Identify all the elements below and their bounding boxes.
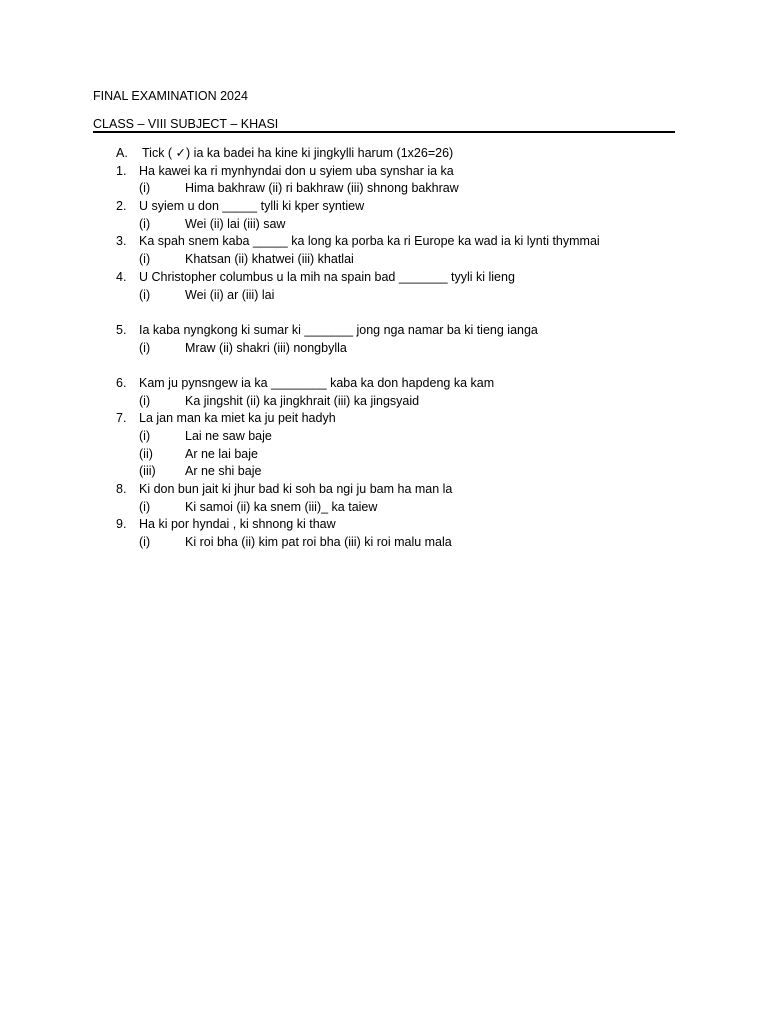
question-4-options: [93, 287, 693, 305]
option-text: Ki samoi (ii) ka snem (iii)_ ka taiew: [185, 499, 378, 514]
question-3-options: [93, 251, 693, 269]
question-7-option-i: [93, 428, 693, 446]
question-number: 7.: [116, 411, 127, 426]
question-2-options: [93, 216, 693, 234]
spacer: [93, 304, 693, 322]
question-5: [93, 322, 693, 340]
question-number: 9.: [116, 517, 127, 532]
option-text: Ar ne lai baje: [185, 446, 258, 461]
question-3: [93, 233, 693, 251]
option-label: (ii): [139, 446, 153, 461]
option-label: (i): [139, 287, 151, 302]
question-text: Ka spah snem kaba _____ ka long ka porba ka ri Europe ka wad ia ki lynti thymmai: [139, 234, 600, 249]
question-6: [93, 375, 693, 393]
option-label: (i): [139, 216, 151, 231]
option-label: (i): [139, 429, 151, 443]
class-subject-line: CLASS – VIII SUBJECT – KHASI: [93, 117, 279, 131]
question-8: [93, 481, 693, 499]
question-1-options: [93, 180, 693, 198]
exam-title: FINAL EXAMINATION 2024: [93, 89, 248, 103]
option-text: Hima bakhraw (ii) ri bakhraw (iii) shnong bakhraw: [185, 181, 459, 196]
question-7-option-iii: [93, 463, 693, 481]
question-text: Ha kawei ka ri mynhyndai don u syiem uba synshar ia ka: [139, 163, 454, 178]
question-number: 4.: [116, 269, 127, 284]
option-label: (iii): [139, 464, 156, 479]
option-text: Ar ne shi baje: [185, 464, 262, 479]
question-6-options: [93, 393, 693, 411]
option-label: (i): [139, 340, 151, 355]
question-list: [93, 145, 693, 552]
spacer: [93, 357, 693, 375]
question-9-options: [93, 534, 693, 552]
option-text: Ka jingshit (ii) ka jingkhrait (iii) ka jingsyaid: [185, 393, 420, 408]
question-number: 5.: [116, 322, 127, 337]
option-label: (i): [139, 252, 151, 267]
header-divider: [93, 131, 675, 133]
question-text: Kam ju pynsngew ia ka ________ kaba ka don hapdeng ka kam: [139, 375, 495, 390]
question-7: [93, 410, 693, 428]
question-2: [93, 198, 693, 216]
question-text: U syiem u don _____ tylli ki kper syntiew: [139, 199, 365, 214]
question-8-options: [93, 499, 693, 517]
question-5-options: [93, 340, 693, 358]
question-text: Ha ki por hyndai , ki shnong ki thaw: [139, 517, 336, 532]
option-text: Lai ne saw baje: [185, 429, 272, 443]
question-text: Ia kaba nyngkong ki sumar ki _______ jong nga namar ba ki tieng ianga: [139, 322, 538, 337]
question-text: Ki don bun jait ki jhur bad ki soh ba ngi ju bam ha man la: [139, 482, 453, 497]
question-7-option-ii: [93, 446, 693, 464]
question-text: U Christopher columbus u la mih na spain bad _______ tyyli ki lieng: [139, 269, 515, 284]
option-text: Wei (ii) ar (iii) lai: [185, 287, 275, 302]
question-number: 1.: [116, 163, 127, 178]
option-text: Wei (ii) lai (iii) saw: [185, 216, 286, 231]
option-label: (i): [139, 499, 151, 514]
question-1: [93, 163, 693, 181]
option-text: Ki roi bha (ii) kim pat roi bha (iii) ki roi malu mala: [185, 535, 452, 550]
question-text: La jan man ka miet ka ju peit hadyh: [139, 411, 336, 426]
question-9: [93, 516, 693, 534]
question-number: 8.: [116, 482, 127, 497]
instruction-text: Tick ( ✓) ia ka badei ha kine ki jingkylli harum (1x26=26): [142, 146, 454, 160]
section-instruction: [93, 145, 693, 163]
option-label: (i): [139, 181, 151, 196]
section-label: A.: [116, 146, 128, 160]
option-text: Mraw (ii) shakri (iii) nongbylla: [185, 340, 347, 355]
option-label: (i): [139, 535, 151, 550]
question-number: 6.: [116, 375, 127, 390]
question-4: [93, 269, 693, 287]
question-number: 2.: [116, 199, 127, 214]
question-number: 3.: [116, 234, 127, 249]
option-label: (i): [139, 393, 151, 408]
option-text: Khatsan (ii) khatwei (iii) khatlai: [185, 252, 354, 267]
